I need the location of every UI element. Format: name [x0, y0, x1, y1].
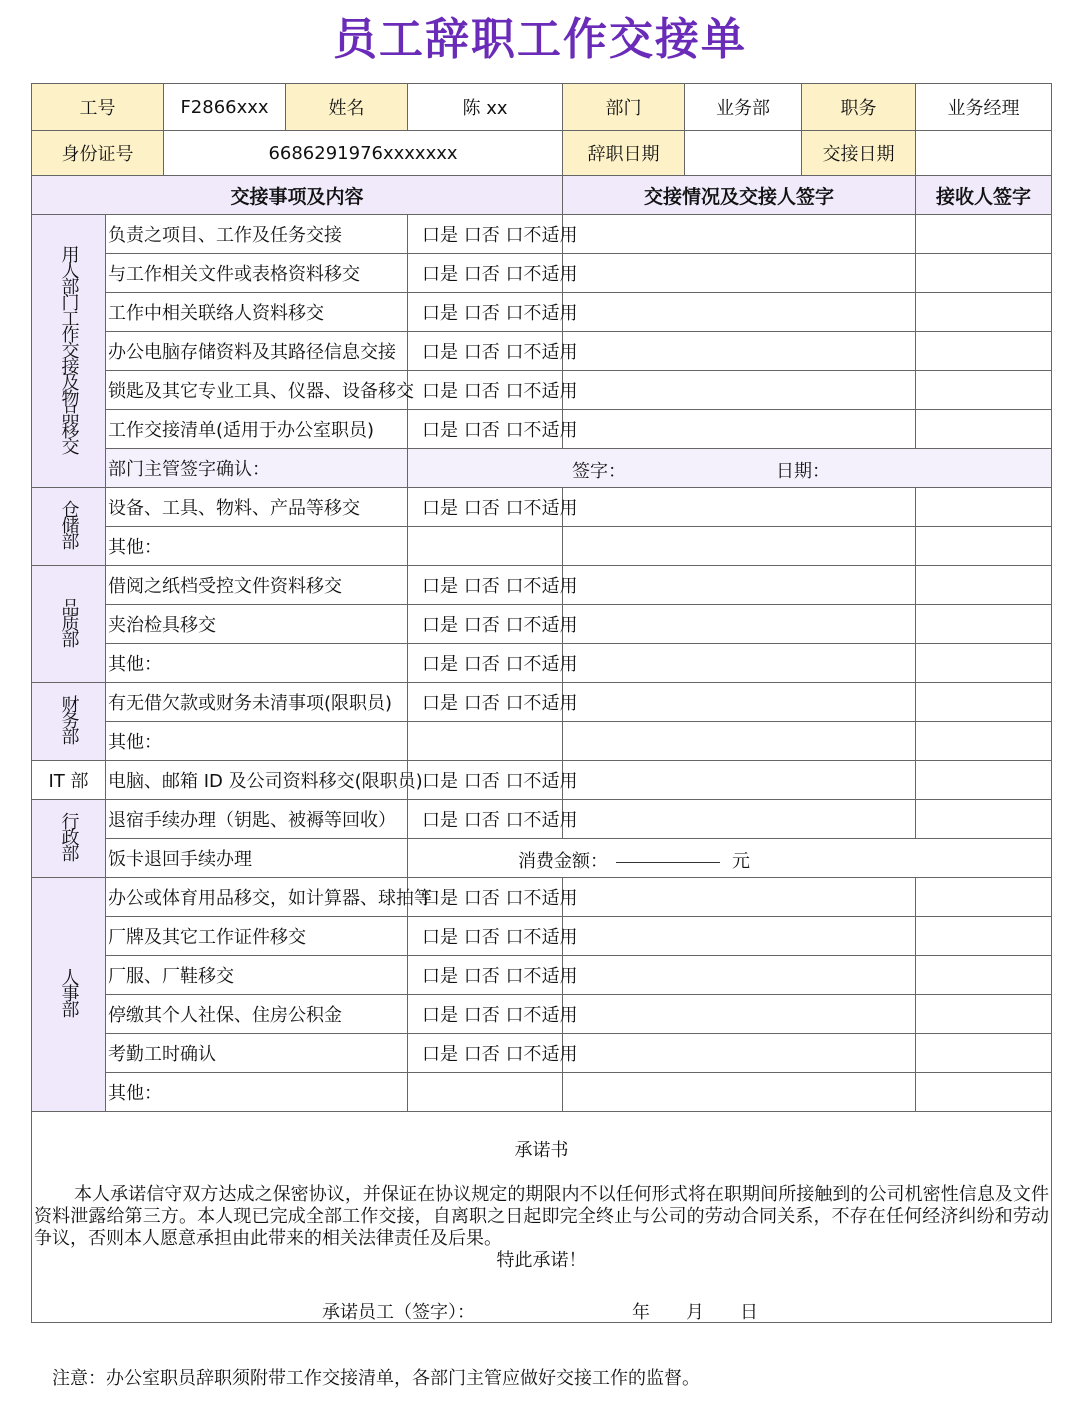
pledge-title: 承诺书	[514, 1140, 569, 1161]
pledge-signature-row[interactable]	[32, 1298, 1051, 1322]
item-label: 其他：	[106, 722, 408, 761]
item-label: 厂服、厂鞋移交	[106, 956, 408, 995]
dept-it-label: IT 部	[32, 761, 106, 800]
options-cell[interactable]: 口是 口否 口不适用	[408, 215, 563, 254]
receiver-cell[interactable]	[916, 917, 1052, 956]
pledge-section	[32, 1112, 1052, 1323]
receiver-cell[interactable]	[916, 332, 1052, 371]
status-cell[interactable]	[563, 332, 916, 371]
item-label: 工作中相关联络人资料移交	[106, 293, 408, 332]
item-label: 停缴其个人社保、住房公积金	[106, 995, 408, 1034]
item-label: 厂牌及其它工作证件移交	[106, 917, 408, 956]
options-cell[interactable]: 口是 口否 口不适用	[408, 761, 563, 800]
status-cell[interactable]	[563, 410, 916, 449]
options-cell[interactable]: 口是 口否 口不适用	[408, 800, 563, 839]
status-cell[interactable]	[563, 254, 916, 293]
sign-label: 签字：	[572, 461, 626, 482]
status-cell[interactable]	[563, 1034, 916, 1073]
item-label: 退宿手续办理（钥匙、被褥等回收）	[106, 800, 408, 839]
receiver-cell[interactable]	[916, 956, 1052, 995]
dept-value[interactable]: 业务部	[685, 84, 802, 131]
item-label: 设备、工具、物料、产品等移交	[106, 488, 408, 527]
receiver-cell[interactable]	[916, 1073, 1052, 1112]
item-label: 电脑、邮箱 ID 及公司资料移交(限职员)	[106, 761, 408, 800]
dept-warehouse-label: 仓储部	[32, 488, 106, 566]
emp-no-label: 工号	[32, 84, 164, 131]
manager-sign-cell[interactable]	[408, 449, 1052, 488]
item-label: 与工作相关文件或表格资料移交	[106, 254, 408, 293]
status-cell[interactable]	[563, 488, 916, 527]
options-cell[interactable]: 口是 口否 口不适用	[408, 566, 563, 605]
items-header: 交接事项及内容	[32, 176, 563, 215]
pledge-closing: 特此承诺！	[496, 1250, 587, 1271]
dept-label: 部门	[563, 84, 685, 131]
date-label: 日期：	[776, 461, 830, 482]
position-label: 职务	[802, 84, 916, 131]
item-label: 其他：	[106, 1073, 408, 1112]
options-cell[interactable]: 口是 口否 口不适用	[408, 956, 563, 995]
pledge-sign-label: 承诺员工（签字）：	[322, 1302, 475, 1323]
item-label: 其他：	[106, 644, 408, 683]
receiver-cell[interactable]	[916, 215, 1052, 254]
status-cell[interactable]	[563, 293, 916, 332]
handover-date-label: 交接日期	[802, 131, 916, 176]
name-value[interactable]: 陈 xx	[408, 84, 563, 131]
pledge-year: 年	[632, 1302, 650, 1323]
options-cell[interactable]: 口是 口否 口不适用	[408, 683, 563, 722]
footer-note: 注意：办公室职员辞职须附带工作交接清单，各部门主管应做好交接工作的监督。	[52, 1368, 700, 1389]
item-label: 借阅之纸档受控文件资料移交	[106, 566, 408, 605]
resign-date-label: 辞职日期	[563, 131, 685, 176]
receiver-cell[interactable]	[916, 800, 1052, 839]
status-header: 交接情况及交接人签字	[563, 176, 916, 215]
status-cell[interactable]	[563, 371, 916, 410]
status-cell[interactable]	[563, 566, 916, 605]
item-label: 考勤工时确认	[106, 1034, 408, 1073]
receiver-cell[interactable]	[916, 566, 1052, 605]
pledge-body: 本人承诺信守双方达成之保密协议，并保证在协议规定的期限内不以任何形式将在职期间所接触到的公司机密性信息及文件资料泄露给第三方。本人现已完成全部工作交接，自离职之日起即完全终止与公司的劳动合同关系，不存在任何经济纠纷和劳动争议，否则本人愿意承担由此带来的相关法律责任及后果。	[34, 1184, 1049, 1249]
receiver-header: 接收人签字	[916, 176, 1052, 215]
receiver-cell[interactable]	[916, 254, 1052, 293]
receiver-cell[interactable]	[916, 410, 1052, 449]
options-cell[interactable]: 口是 口否 口不适用	[408, 605, 563, 644]
name-label: 姓名	[286, 84, 408, 131]
options-cell[interactable]	[408, 722, 563, 761]
status-cell[interactable]	[563, 605, 916, 644]
options-cell[interactable]: 口是 口否 口不适用	[408, 254, 563, 293]
receiver-cell[interactable]	[916, 995, 1052, 1034]
receiver-cell[interactable]	[916, 605, 1052, 644]
status-cell[interactable]	[563, 917, 916, 956]
options-cell[interactable]: 口是 口否 口不适用	[408, 410, 563, 449]
item-label: 夹治检具移交	[106, 605, 408, 644]
fee-row	[518, 847, 750, 873]
status-cell[interactable]	[563, 527, 916, 566]
options-cell[interactable]: 口是 口否 口不适用	[408, 644, 563, 683]
options-cell[interactable]	[408, 1073, 563, 1112]
status-cell[interactable]	[563, 644, 916, 683]
id-value[interactable]: 6686291976xxxxxxx	[164, 131, 563, 176]
position-value[interactable]: 业务经理	[916, 84, 1052, 131]
receiver-cell[interactable]	[916, 683, 1052, 722]
dept-admin-label: 行政部	[32, 800, 106, 878]
status-cell[interactable]	[563, 878, 916, 917]
status-cell[interactable]	[563, 215, 916, 254]
page-title: 员工辞职工作交接单	[333, 14, 747, 65]
status-cell[interactable]	[563, 800, 916, 839]
receiver-cell[interactable]	[916, 644, 1052, 683]
options-cell[interactable]: 口是 口否 口不适用	[408, 332, 563, 371]
dept-personnel-label: 人事部	[32, 878, 106, 1112]
fee-label: 消费金额：	[518, 851, 608, 872]
options-cell[interactable]: 口是 口否 口不适用	[408, 371, 563, 410]
status-cell[interactable]	[563, 995, 916, 1034]
options-cell[interactable]: 口是 口否 口不适用	[408, 488, 563, 527]
handover-table	[31, 83, 1052, 1323]
item-label: 饭卡退回手续办理	[106, 839, 408, 878]
fee-blank[interactable]	[616, 862, 720, 863]
options-cell[interactable]: 口是 口否 口不适用	[408, 293, 563, 332]
item-label: 负责之项目、工作及任务交接	[106, 215, 408, 254]
options-cell[interactable]: 口是 口否 口不适用	[408, 878, 563, 917]
item-label: 有无借欠款或财务未清事项(限职员)	[106, 683, 408, 722]
dept-finance-label: 财务部	[32, 683, 106, 761]
item-label: 办公或体育用品移交，如计算器、球拍等	[106, 878, 408, 917]
fee-cell[interactable]	[408, 839, 1052, 878]
item-label: 锁匙及其它专业工具、仪器、设备移交	[106, 371, 408, 410]
pledge-month: 月	[686, 1302, 704, 1323]
options-cell[interactable]: 口是 口否 口不适用	[408, 995, 563, 1034]
options-cell[interactable]: 口是 口否 口不适用	[408, 1034, 563, 1073]
pledge-day: 日	[740, 1302, 758, 1323]
receiver-cell[interactable]	[916, 293, 1052, 332]
item-label: 工作交接清单(适用于办公室职员)	[106, 410, 408, 449]
dept-user-label: 用人部门工作交接及物品移交	[32, 215, 106, 488]
handover-date-value[interactable]	[916, 131, 1052, 176]
receiver-cell[interactable]	[916, 722, 1052, 761]
receiver-cell[interactable]	[916, 1034, 1052, 1073]
status-cell[interactable]	[563, 722, 916, 761]
status-cell[interactable]	[563, 1073, 916, 1112]
receiver-cell[interactable]	[916, 761, 1052, 800]
manager-confirm-label: 部门主管签字确认：	[106, 449, 408, 488]
status-cell[interactable]	[563, 683, 916, 722]
receiver-cell[interactable]	[916, 371, 1052, 410]
receiver-cell[interactable]	[916, 878, 1052, 917]
resign-date-value[interactable]	[685, 131, 802, 176]
id-label: 身份证号	[32, 131, 164, 176]
dept-quality-label: 品质部	[32, 566, 106, 683]
item-label: 办公电脑存储资料及其路径信息交接	[106, 332, 408, 371]
emp-no-value[interactable]: F2866xxx	[164, 84, 286, 131]
item-label: 其他：	[106, 527, 408, 566]
receiver-cell[interactable]	[916, 527, 1052, 566]
receiver-cell[interactable]	[916, 488, 1052, 527]
status-cell[interactable]	[563, 761, 916, 800]
options-cell[interactable]: 口是 口否 口不适用	[408, 917, 563, 956]
options-cell[interactable]	[408, 527, 563, 566]
status-cell[interactable]	[563, 956, 916, 995]
fee-unit: 元	[732, 851, 750, 872]
